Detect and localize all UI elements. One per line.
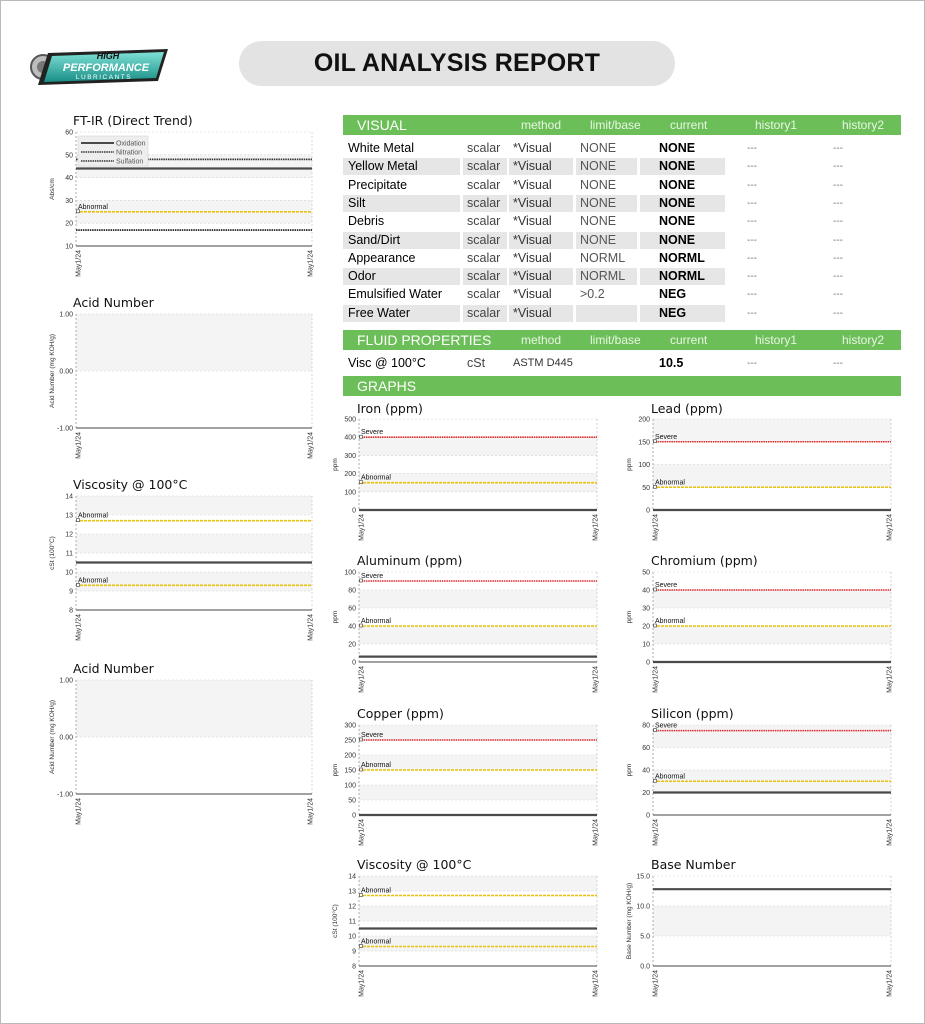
y-axis-label: cSt (100°C) (49, 536, 56, 570)
y-tick-label: 10 (348, 933, 356, 941)
y-tick-label: 10 (65, 243, 73, 251)
row-unit: scalar (467, 287, 501, 302)
row-unit: scalar (463, 268, 507, 285)
row-limit: NONE (580, 177, 617, 192)
y-tick-label: 15.0 (636, 873, 650, 881)
chart-svg (623, 721, 897, 851)
y-tick-label: 12 (348, 903, 356, 911)
chart-title: Acid Number (73, 661, 154, 676)
x-tick-label: May1/24 (307, 250, 315, 277)
col-history1-header: history1 (755, 118, 798, 132)
y-tick-label: 9 (352, 948, 356, 956)
row-history2: --- (833, 161, 843, 173)
y-tick-label: 200 (344, 471, 356, 479)
x-tick-label: May1/24 (652, 819, 660, 846)
chart-svg (623, 568, 897, 698)
y-axis-label: ppm (332, 610, 339, 624)
row-current: NORML (659, 250, 705, 265)
row-limit: NONE (576, 195, 637, 212)
y-tick-label: 0.0 (640, 963, 650, 971)
y-tick-label: 30 (642, 605, 650, 613)
y-tick-label: 60 (642, 745, 650, 752)
band (653, 626, 891, 644)
visual-section-header (343, 115, 901, 135)
company-logo (30, 47, 170, 87)
row-method: *Visual (513, 250, 552, 265)
row-current: NEG (640, 305, 725, 322)
row-name: Yellow Metal (343, 158, 460, 175)
x-tick-label: May1/24 (592, 970, 600, 997)
col-current-header: current (670, 333, 708, 347)
chart-title: Acid Number (73, 295, 154, 310)
y-axis-label: cSt (100°C) (332, 904, 339, 938)
limit-label: Abnormal (655, 618, 685, 625)
row-method: *Visual (509, 195, 573, 212)
row-current: NONE (659, 214, 696, 229)
row-name: Appearance (348, 250, 416, 265)
col-method-header: method (521, 333, 562, 347)
report-title: OIL ANALYSIS REPORT (313, 49, 601, 77)
visual-section-title: VISUAL (357, 117, 407, 133)
row-method: *Visual (513, 214, 552, 229)
fluid-section-header (343, 330, 901, 350)
col-current-header: current (670, 118, 708, 132)
limit-label: Severe (655, 582, 678, 589)
chart-svg (46, 310, 318, 464)
row-name: Sand/Dirt (343, 232, 460, 249)
chart-title: Base Number (651, 857, 736, 872)
limit-label: Abnormal (655, 773, 685, 781)
band (76, 534, 312, 553)
x-tick-label: May1/24 (652, 514, 660, 541)
limit-label: Abnormal (78, 512, 108, 520)
y-tick-label: 20 (642, 623, 650, 631)
row-current: 10.5 (659, 356, 684, 370)
visual-row (343, 232, 901, 250)
band (359, 906, 597, 921)
y-tick-label: 200 (638, 416, 650, 424)
y-tick-label: 1.00 (59, 677, 73, 685)
y-tick-label: 50 (642, 484, 650, 492)
row-method: *Visual (509, 158, 573, 175)
row-current: NONE (640, 232, 725, 249)
row-history1: --- (747, 197, 757, 209)
visual-row (343, 286, 901, 304)
limit-label: Abnormal (655, 479, 685, 487)
row-limit: NORML (576, 268, 637, 285)
row-current: NONE (640, 195, 725, 212)
chart-title: Silicon (ppm) (651, 706, 734, 721)
row-limit: NONE (580, 214, 617, 229)
y-tick-label: 40 (348, 623, 356, 631)
row-history1: --- (747, 289, 757, 301)
y-tick-label: 20 (348, 641, 356, 649)
row-history2: --- (833, 307, 843, 319)
row-limit: >0.2 (580, 287, 605, 302)
y-tick-label: 13 (348, 888, 356, 896)
row-name: Silt (343, 195, 460, 212)
band (359, 755, 597, 770)
row-current: NONE (659, 177, 696, 192)
y-tick-label: 0 (646, 507, 650, 515)
row-history2: --- (833, 271, 843, 283)
y-tick-label: 8 (69, 607, 73, 615)
chart-svg (329, 721, 603, 851)
fluid-row-visc (343, 355, 901, 373)
limit-label: Severe (361, 732, 384, 739)
y-axis-label: ppm (332, 763, 339, 777)
row-name: Precipitate (348, 177, 408, 192)
row-limit: NONE (580, 141, 617, 155)
chart-title: Lead (ppm) (651, 401, 723, 416)
chart-svg (329, 568, 603, 698)
y-tick-label: 40 (642, 587, 650, 595)
y-axis-label: ppm (626, 458, 633, 471)
y-tick-label: 13 (65, 512, 73, 520)
row-name: Free Water (343, 305, 460, 322)
x-tick-label: May1/24 (75, 614, 83, 641)
visual-row (343, 268, 901, 286)
band (359, 437, 597, 455)
y-tick-label: 20 (642, 790, 650, 797)
y-tick-label: 100 (344, 782, 356, 790)
y-tick-label: 0.00 (59, 734, 73, 742)
limit-label: Abnormal (78, 203, 108, 211)
band (76, 496, 312, 515)
y-tick-label: 100 (344, 489, 356, 497)
row-history2: --- (833, 197, 843, 209)
y-tick-label: 250 (344, 737, 356, 745)
y-tick-label: 11 (65, 550, 73, 558)
x-tick-label: May1/24 (886, 514, 894, 541)
x-tick-label: May1/24 (307, 798, 315, 825)
y-tick-label: 0 (646, 812, 650, 820)
x-tick-label: May1/24 (652, 666, 660, 693)
y-tick-label: 5.0 (640, 933, 650, 941)
row-history1: --- (747, 271, 757, 283)
y-tick-label: 80 (348, 587, 356, 595)
visual-row (343, 177, 901, 195)
y-tick-label: 0 (352, 659, 356, 667)
x-tick-label: May1/24 (886, 666, 894, 693)
row-history2: --- (833, 289, 843, 301)
y-tick-label: 50 (642, 569, 650, 577)
row-unit: scalar (467, 214, 501, 229)
logo-text-performance: PERFORMANCE (62, 62, 150, 74)
row-current: NORML (640, 268, 725, 285)
y-tick-label: 30 (65, 197, 73, 205)
row-method: *Visual (513, 141, 552, 155)
chart-title: Viscosity @ 100°C (357, 857, 472, 872)
y-axis-label: Abs/cm (49, 178, 56, 200)
fluid-section-title: FLUID PROPERTIES (357, 332, 492, 348)
col-history1-header: history1 (755, 333, 798, 347)
row-limit (576, 355, 637, 372)
row-method: *Visual (509, 305, 573, 322)
col-limit-header: limit/base (590, 118, 641, 132)
col-limit-header: limit/base (590, 333, 641, 347)
chart-svg (329, 872, 603, 1002)
limit-label: Severe (361, 573, 384, 580)
row-history1: --- (747, 216, 757, 228)
y-tick-label: 40 (65, 175, 73, 183)
band (653, 419, 891, 442)
chart-title: Chromium (ppm) (651, 553, 758, 568)
y-tick-label: 400 (344, 434, 356, 442)
y-tick-label: 150 (344, 767, 356, 775)
row-unit: scalar (463, 195, 507, 212)
row-limit (576, 305, 637, 322)
limit-label: Abnormal (78, 577, 108, 585)
x-tick-label: May1/24 (592, 819, 600, 846)
x-tick-label: May1/24 (75, 798, 83, 825)
band (76, 572, 312, 591)
row-name: Emulsified Water (348, 287, 443, 302)
limit-label: Abnormal (361, 618, 391, 625)
y-tick-label: 200 (344, 752, 356, 760)
limit-label: Abnormal (361, 938, 391, 946)
row-history2: --- (833, 252, 843, 264)
x-tick-label: May1/24 (592, 514, 600, 541)
row-method: ASTM D445 (513, 357, 573, 369)
x-tick-label: May1/24 (886, 970, 894, 997)
row-unit: scalar (463, 158, 507, 175)
y-tick-label: 9 (69, 588, 73, 596)
row-method: *Visual (509, 268, 573, 285)
row-unit: scalar (467, 141, 501, 155)
limit-label: Severe (655, 433, 678, 441)
visual-row (343, 250, 901, 268)
y-tick-label: 11 (348, 918, 356, 926)
limit-label: Abnormal (361, 762, 391, 769)
row-unit: cSt (467, 356, 486, 370)
y-axis-label: ppm (626, 610, 633, 624)
row-name: White Metal (348, 141, 414, 155)
y-tick-label: 500 (344, 416, 356, 424)
chart-svg (623, 872, 897, 1002)
y-tick-label: 300 (344, 452, 356, 460)
limit-label: Abnormal (361, 474, 391, 482)
row-history2: --- (833, 358, 843, 369)
visual-row (343, 195, 901, 213)
x-tick-label: May1/24 (886, 819, 894, 846)
row-history1: --- (747, 252, 757, 264)
y-axis-label: Base Number (mg KOH/g) (626, 882, 633, 960)
y-tick-label: 50 (348, 797, 356, 805)
y-tick-label: 50 (65, 152, 73, 160)
chart-svg (329, 415, 603, 546)
row-history2: --- (833, 216, 843, 228)
row-history1: --- (747, 161, 757, 173)
col-method-header: method (521, 118, 562, 132)
x-tick-label: May1/24 (75, 250, 83, 277)
y-tick-label: -1.00 (57, 791, 73, 799)
row-history1: --- (747, 234, 757, 246)
y-tick-label: 1.00 (59, 311, 73, 319)
y-tick-label: 60 (348, 605, 356, 613)
x-tick-label: May1/24 (358, 514, 366, 541)
visual-row (343, 140, 901, 158)
chart-svg (46, 492, 318, 646)
y-tick-label: 0 (352, 507, 356, 515)
y-tick-label: 40 (642, 767, 650, 775)
row-current: NONE (640, 158, 725, 175)
y-tick-label: 10 (65, 569, 73, 577)
y-tick-label: 0 (352, 812, 356, 820)
row-history1: --- (747, 179, 757, 191)
row-history2: --- (833, 143, 843, 154)
row-history1: --- (747, 143, 757, 154)
row-unit: scalar (467, 250, 501, 265)
row-limit: NORML (580, 250, 626, 265)
logo-text-lubricants: LUBRICANTS (75, 74, 133, 81)
x-tick-label: May1/24 (358, 970, 366, 997)
col-history2-header: history2 (842, 118, 885, 132)
x-tick-label: May1/24 (652, 970, 660, 997)
row-current: NONE (659, 141, 696, 155)
row-current: NEG (659, 287, 687, 302)
row-history1: --- (747, 358, 757, 369)
band (653, 590, 891, 608)
y-tick-label: -1.00 (57, 425, 73, 433)
y-axis-label: Acid Number (mg KOH/g) (49, 699, 56, 775)
band (359, 590, 597, 608)
band (359, 876, 597, 891)
limit-label: Abnormal (361, 887, 391, 895)
band (359, 936, 597, 951)
x-tick-label: May1/24 (307, 614, 315, 641)
chart-title: Iron (ppm) (357, 401, 423, 416)
y-tick-label: 10.0 (636, 903, 650, 911)
row-history2: --- (833, 179, 843, 191)
limit-label: Severe (361, 429, 384, 437)
y-tick-label: 300 (344, 722, 356, 730)
row-unit: scalar (463, 232, 507, 249)
y-axis-label: ppm (626, 763, 633, 777)
chart-title: Viscosity @ 100°C (73, 477, 188, 492)
band (359, 626, 597, 644)
y-tick-label: 100 (344, 569, 356, 577)
y-axis-label: Acid Number (mg KOH/g) (49, 333, 56, 409)
graphs-section-header (343, 376, 901, 396)
visual-row (343, 305, 901, 323)
logo-text-high: HIGH (96, 51, 120, 61)
row-unit: scalar (467, 177, 501, 192)
y-tick-label: 0 (646, 659, 650, 667)
y-tick-label: 150 (638, 439, 650, 447)
legend-label: Oxidation (116, 140, 146, 148)
row-name: Debris (348, 214, 385, 229)
row-method: *Visual (513, 287, 552, 302)
y-tick-label: 14 (348, 873, 356, 881)
row-history1: --- (747, 307, 757, 319)
row-unit: scalar (463, 305, 507, 322)
band (653, 906, 891, 936)
band (653, 465, 891, 488)
y-tick-label: 14 (65, 493, 73, 501)
row-method: *Visual (509, 232, 573, 249)
x-tick-label: May1/24 (75, 432, 83, 459)
x-tick-label: May1/24 (358, 666, 366, 693)
y-tick-label: 100 (638, 462, 650, 469)
row-limit: NONE (576, 232, 637, 249)
chart-title: Aluminum (ppm) (357, 553, 463, 568)
visual-row (343, 213, 901, 231)
limit-label: Severe (655, 722, 678, 730)
y-axis-label: ppm (332, 458, 339, 471)
chart-svg (623, 415, 897, 546)
col-history2-header: history2 (842, 333, 885, 347)
chart-title: Copper (ppm) (357, 706, 444, 721)
y-tick-label: 20 (65, 220, 73, 228)
row-name: Visc @ 100°C (348, 356, 426, 370)
row-method: *Visual (513, 177, 552, 192)
y-tick-label: 10 (642, 641, 650, 649)
row-history2: --- (833, 234, 843, 246)
row-name: Odor (343, 268, 460, 285)
chart-svg (46, 676, 318, 830)
x-tick-label: May1/24 (592, 666, 600, 693)
legend-label: Sulfation (116, 158, 144, 166)
band (76, 314, 312, 371)
report-title-banner (239, 41, 675, 86)
x-tick-label: May1/24 (358, 819, 366, 846)
band (359, 785, 597, 800)
y-tick-label: 60 (65, 129, 73, 137)
graphs-section-title: GRAPHS (357, 378, 417, 394)
legend-label: Nitration (116, 149, 143, 157)
y-tick-label: 12 (65, 531, 73, 539)
band (359, 725, 597, 740)
y-tick-label: 8 (352, 963, 356, 971)
visual-row (343, 158, 901, 176)
y-tick-label: 80 (642, 722, 650, 730)
chart-title: FT-IR (Direct Trend) (73, 113, 193, 128)
chart-svg (46, 128, 318, 282)
x-tick-label: May1/24 (307, 432, 315, 459)
band (653, 722, 891, 748)
y-tick-label: 0.00 (59, 368, 73, 376)
row-limit: NONE (576, 158, 637, 175)
band (76, 680, 312, 737)
